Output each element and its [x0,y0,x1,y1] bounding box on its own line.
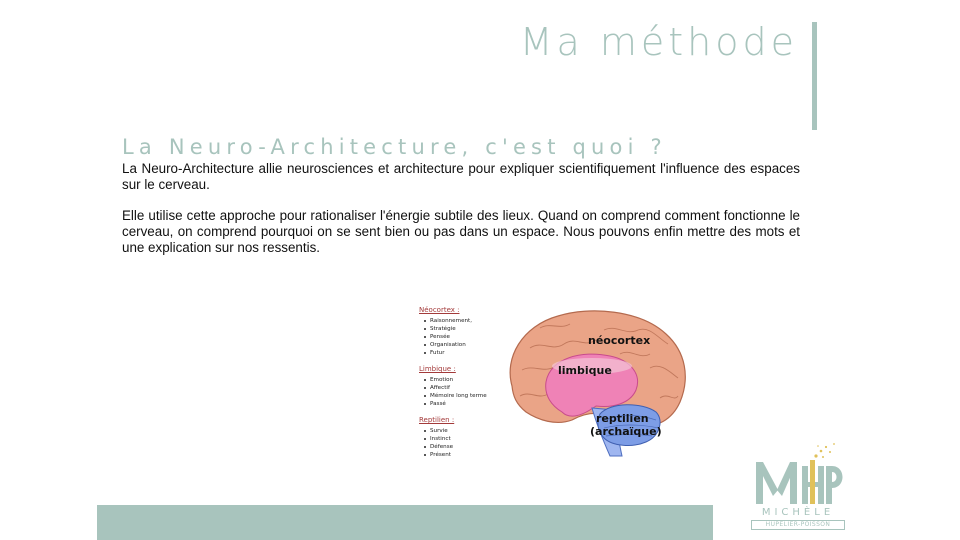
legend-item: Défense [424,443,509,451]
explanation-paragraph: Elle utilise cette approche pour rationaliser l'énergie subtile des lieux. Quand on comprend comment fonctionne le cerveau, on comprend pourquoi on se sent bien ou pas dans un espace. Nous pouvons enfin mettre des mots et une explication sur nos ressentis. [122,208,800,255]
legend-item: Raisonnement, [424,317,509,325]
slide-title: Ma méthode [519,20,798,64]
mhp-logo-mark [752,440,844,506]
intro-paragraph: La Neuro-Architecture allie neurosciences et architecture pour expliquer scientifiquement l'influence des espaces sur le cerveau. [122,161,800,192]
section-subtitle: La Neuro-Architecture, c'est quoi ? [122,135,667,159]
legend-item: Affectif [424,384,509,392]
legend-title-limbic: Limbique : [419,365,456,373]
legend-item: Passé [424,400,509,408]
reptilian-sublabel: (archaïque) [590,425,662,438]
legend-group-reptilian [419,416,509,459]
legend-group-limbic [419,365,509,408]
legend-list-neocortex [419,317,509,357]
legend-list-limbic [419,376,509,408]
brain-legend [419,306,509,467]
legend-item: Emotion [424,376,509,384]
neocortex-label: néocortex [588,334,651,347]
title-accent-bar [812,22,817,130]
legend-item: Pensée [424,333,509,341]
legend-item: Organisation [424,341,509,349]
legend-item: Stratégie [424,325,509,333]
brand-logo [748,440,848,532]
footer-accent-bar [97,505,713,540]
legend-list-reptilian [419,427,509,459]
limbic-label: limbique [558,364,612,377]
legend-group-neocortex [419,306,509,357]
legend-item: Mémoire long terme [424,392,509,400]
legend-item: Instinct [424,435,509,443]
legend-item: Survie [424,427,509,435]
legend-item: Présent [424,451,509,459]
legend-title-reptilian: Reptilien : [419,416,455,424]
logo-name: MICHÈLE [761,507,835,518]
logo-subname: HUPELIER-POISSON [751,520,845,530]
reptilian-label: reptilien [596,412,649,425]
brain-diagram [500,308,688,460]
legend-title-neocortex: Néocortex : [419,306,460,314]
legend-item: Futur [424,349,509,357]
